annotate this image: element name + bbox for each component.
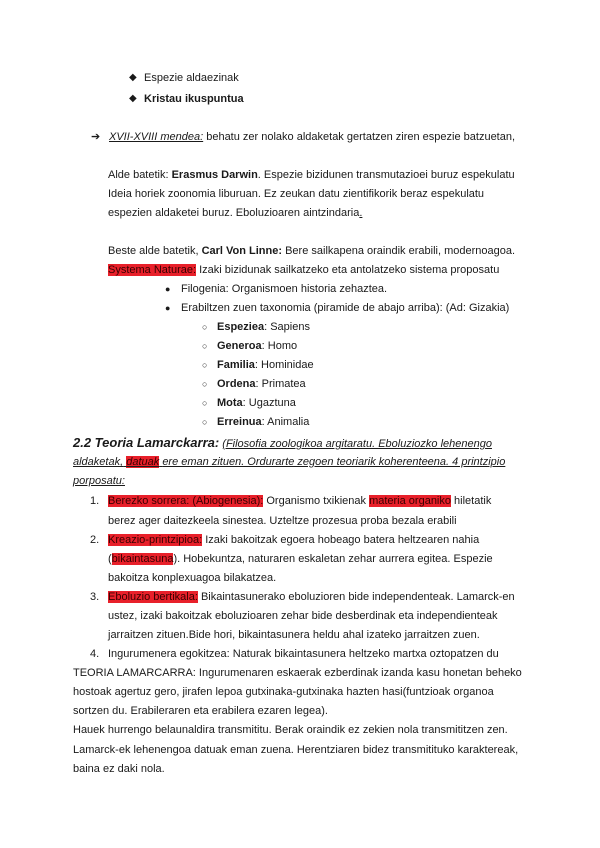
section-subtitle-2: aldaketak, datuak ere eman zituen. Ordurarte zegoen teoriarik koherenteena. 4 printzipio: [73, 456, 506, 468]
circle-bullet-icon: ○: [202, 398, 208, 408]
circle-bullet-icon: ○: [202, 379, 208, 389]
closing-line: sortzen du. Erabileraren eta erabilera ezaren legea).: [73, 705, 328, 717]
closing-line: Hauek hurrengo belaunaldira transmititu. Berak oraindik ez zekien nola transmititzen zen.: [73, 724, 508, 736]
highlight: datuak: [126, 456, 160, 468]
century-link[interactable]: XVII-XVIII mendea:: [109, 131, 204, 143]
list-number: 2.: [90, 534, 100, 546]
arrow-line: XVII-XVIII mendea: behatu zer nolako aldaketak gertatzen ziren espezie batzuetan,: [109, 131, 516, 143]
linne-line-2: Systema Naturae: Izaki bizidunak sailkatzeko eta antolatzeko sistema proposatu: [108, 264, 500, 276]
darwin-line-3: espezien aldaketei buruz. Eboluzioaren aintzindaria.: [108, 207, 363, 219]
linne-line-1: Beste alde batetik, Carl Von Linne: Bere sailkapena oraindik erabili, modernoagoa.: [108, 245, 516, 257]
principle-2-line-1: Kreazio-printzipioa: Izaki bakoitzak egoera hobeago batera heltzearen nahia: [108, 534, 480, 546]
circle-bullet-icon: ○: [202, 341, 208, 351]
linne-bullet: Erabiltzen zuen taxonomia (piramide de abajo arriba): (Ad: Gizakia): [181, 302, 510, 314]
circle-bullet-icon: ○: [202, 417, 208, 427]
highlight: Berezko sorrera: (Abiogenesia):: [108, 495, 264, 507]
dot-bullet-icon: ●: [165, 284, 171, 294]
highlight: materia organiko: [369, 495, 451, 507]
closing-line: TEORIA LAMARCARRA: Ingurumenaren eskaerak ezberdinak izanda kasu honetan beheko: [73, 667, 522, 679]
dot-bullet-icon: ●: [165, 303, 171, 313]
closing-line: baina ez daki nola.: [73, 763, 165, 775]
principle-1-line-1: Berezko sorrera: (Abiogenesia): Organismo txikienak materia organiko hiletatik: [108, 495, 492, 507]
highlight: bikaintasuna: [111, 553, 174, 565]
bullet-text-bold: Kristau ikuspuntua: [144, 93, 244, 105]
list-number: 4.: [90, 648, 100, 660]
taxonomy-item: Espeziea: Sapiens: [217, 321, 310, 333]
highlight: Eboluzio bertikala:: [108, 591, 198, 603]
principle-3-line-3: jarraitzen zituen.Bide hori, bikaintasunera heldu ahal izateko jarraitzen zuen.: [108, 629, 480, 641]
linne-bullet: Filogenia: Organismoen historia zehaztea.: [181, 283, 388, 295]
closing-line: Lamarck-ek lehenengoa datuak eman zuena. Herentziaren bidez transmitituko karaktereak,: [73, 744, 519, 756]
bullet-text: Espezie aldaezinak: [144, 72, 239, 84]
darwin-line-2: Ideia horiek zoonomia liburuan. Ez zeukan datu zientifikorik beraz espekulatu: [108, 188, 485, 200]
darwin-line-1: Alde batetik: Erasmus Darwin. Espezie bizidunen transmutazioei buruz espekulatu: [108, 169, 515, 181]
list-number: 3.: [90, 591, 100, 603]
taxonomy-item: Mota: Ugaztuna: [217, 397, 296, 409]
principle-1-line-2: berez ager daitezkeela sinestea. Uzteltze prozesua proba bezala erabili: [108, 515, 457, 527]
arrow-icon: ➔: [91, 131, 101, 143]
circle-bullet-icon: ○: [202, 322, 208, 332]
closing-line: hostoak agertuz gero, jirafen lepoa gutxinaka-gutxinaka hazten hasi(funtzioak organoa: [73, 686, 494, 698]
taxonomy-item: Ordena: Primatea: [217, 378, 306, 390]
taxonomy-item: Familia: Hominidae: [217, 359, 314, 371]
section-subtitle-3: porposatu:: [73, 475, 125, 487]
taxonomy-item: Erreinua: Animalia: [217, 416, 310, 428]
section-heading: 2.2 Teoria Lamarckarra: (Filosofia zoologikoa argitaratu. Eboluziozko lehenengo: [73, 435, 492, 450]
circle-bullet-icon: ○: [202, 360, 208, 370]
principle-3-line-1: Eboluzio bertikala: Bikaintasunerako eboluzioren bide independenteak. Lamarck-en: [108, 591, 515, 603]
principle-4-line-1: Ingurumenera egokitzea: Naturak bikaintasunera heltzeko martxa oztopatzen du: [108, 648, 499, 660]
principle-2-line-3: bakoitza konplexuagoa bilakatzea.: [108, 572, 277, 584]
diamond-bullet-icon: ◆: [129, 93, 137, 104]
diamond-bullet-icon: ◆: [129, 72, 137, 83]
principle-3-line-2: ustez, izaki bakoitzak eboluzioaren zehar bide desberdinak eta independienteak: [108, 610, 498, 622]
highlight: Systema Naturae:: [108, 264, 197, 276]
highlight: Kreazio-printzipioa:: [108, 534, 203, 546]
list-number: 1.: [90, 495, 100, 507]
taxonomy-item: Generoa: Homo: [217, 340, 298, 352]
principle-2-line-2: (bikaintasuna). Hobekuntza, naturaren eskaletan zehar aurrera egitea. Espezie: [108, 553, 493, 565]
